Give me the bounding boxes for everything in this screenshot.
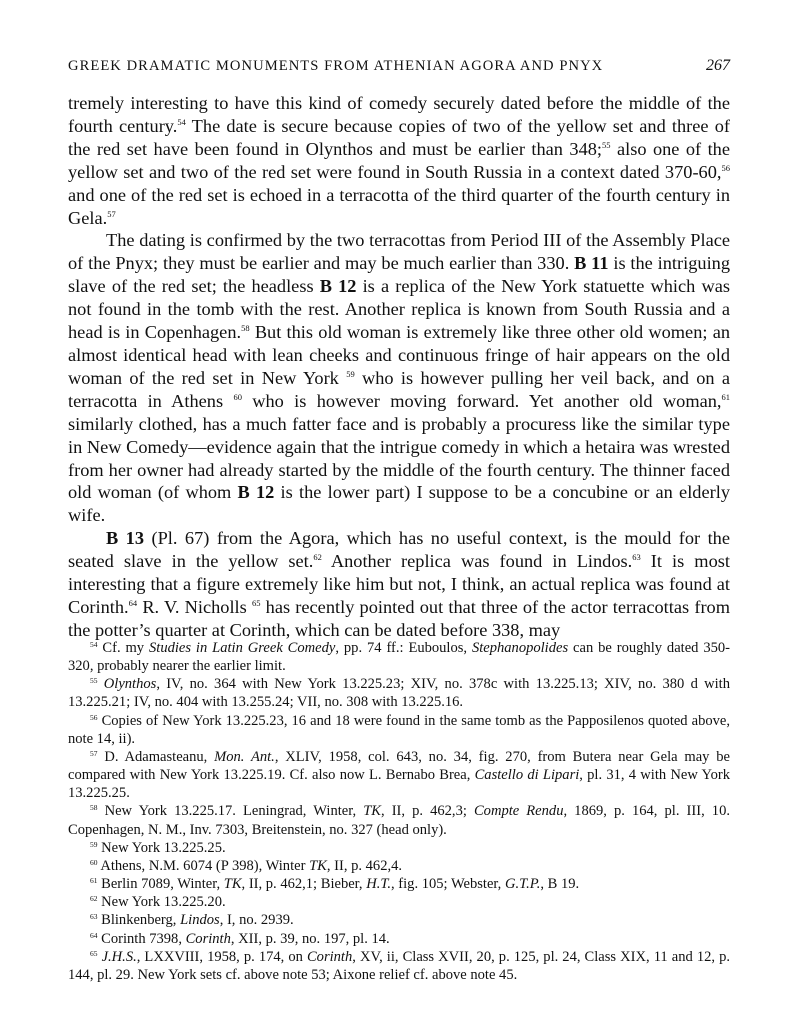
footnote <box>68 875 730 893</box>
text-run: , XII, p. 39, no. 197, pl. 14. <box>230 930 390 947</box>
text-run: (Pl. 67) from the Agora, which has no useful context, is the mould for the seated slave in the yellow set. <box>68 528 730 572</box>
italic-title: Studies in Latin Greek Comedy <box>149 640 336 656</box>
text-run: Cf. my <box>102 640 149 656</box>
text-run: has recently pointed out that three of the actor terracottas from the potter’s quarter at Corinth, which can be dated before 338, may <box>68 596 730 640</box>
footnote-ref: 63 <box>632 552 641 563</box>
catalog-number: B 13 <box>106 528 145 549</box>
italic-title: G.T.P. <box>504 876 541 893</box>
italic-title: Compte Rendu <box>473 803 564 820</box>
text-run: is the intriguing slave of the red set; the headless <box>68 253 731 297</box>
text-run: The date is secure because copies of two of the yellow set and three of the red set have been found in Olynthos and must be earlier than 348; <box>68 115 730 159</box>
footnote-number: 59 <box>90 839 98 849</box>
italic-title: Mon. Ant. <box>214 748 275 765</box>
footnote <box>68 712 730 748</box>
text-run: D. Adamasteanu, <box>104 748 215 765</box>
footnote <box>68 639 730 675</box>
footnote <box>68 857 730 875</box>
footnote-ref: 60 <box>233 391 242 402</box>
italic-title: Corinth <box>306 948 353 965</box>
footnote-number: 55 <box>90 676 98 686</box>
text-run: Another replica was found in Lindos. <box>321 551 633 572</box>
text-run: , IV, no. 364 with New York 13.225.23; XIV, no. 378c with 13.225.13; XIV, no. 380 d with 13.225.21; IV, no. 404 with 13.255.24; VII, no. 308 with 13.225.16. <box>68 676 730 711</box>
footnote-number: 57 <box>90 748 98 758</box>
text-run: But this old woman is extremely like three other old women; an almost identical head with lean cheeks and continuous fringe of hair appears on the old woman of the red set in New York <box>68 322 731 388</box>
running-header <box>68 58 730 80</box>
text-run: R. V. Nicholls <box>137 596 252 617</box>
italic-title: Stephanopolides <box>471 640 569 656</box>
text-run: New York 13.225.25. <box>101 839 226 856</box>
running-title: GREEK DRAMATIC MONUMENTS FROM ATHENIAN AGORA AND PNYX <box>68 58 604 74</box>
text-run: The dating is confirmed by the two terracottas from Period III of the Assembly Place of the Pnyx; they must be earlier and may be much earlier than 330. <box>68 230 730 274</box>
text-run: , B 19. <box>540 876 580 893</box>
footnote-ref: 57 <box>107 208 116 219</box>
paragraph <box>68 527 730 642</box>
footnote <box>68 893 730 911</box>
italic-title: Castello di Lipari <box>474 767 580 784</box>
footnote-ref: 56 <box>721 162 730 173</box>
text-run: Blinkenberg, <box>101 912 181 929</box>
text-run: , XLIV, 1958, col. 643, no. 34, fig. 270, from Butera near Gela may be compared with New York 13.225.19. Cf. also now L. Bernabo Brea, <box>68 748 731 784</box>
footnote-ref: 59 <box>346 368 355 379</box>
text-run: New York 13.225.20. <box>101 894 226 911</box>
footnote <box>68 930 730 948</box>
footnote <box>68 911 730 929</box>
text-run: tremely interesting to have this kind of comedy securely dated before the middle of the fourth century. <box>68 93 730 136</box>
text-run: , fig. 105; Webster, <box>391 876 505 893</box>
text-run: It is most interesting that a figure extremely like him but not, I think, an actual replica was found at Corinth. <box>68 551 730 617</box>
text-run: , LXXVIII, 1958, p. 174, on <box>136 948 307 965</box>
footnote <box>68 948 730 984</box>
footnote-ref: 62 <box>313 552 322 563</box>
text-run: can be roughly dated 350-320, probably nearer the earlier limit. <box>68 640 730 675</box>
text-run: Corinth 7398, <box>101 930 186 947</box>
footnote-ref: 65 <box>251 597 261 608</box>
main-text <box>68 92 730 642</box>
catalog-number: B 11 <box>574 253 609 274</box>
text-run: also one of the yellow set and two of the red set were found in South Russia in a context dated 370-60, <box>68 138 730 182</box>
text-run: who is however pulling her veil back, and on a terracotta in Athens <box>68 367 731 411</box>
paragraph <box>68 229 730 527</box>
footnote-number: 64 <box>90 930 98 940</box>
footnote-ref: 64 <box>128 597 138 608</box>
footnote-number: 62 <box>90 894 98 904</box>
text-run: who is however moving forward. Yet another old woman, <box>241 390 722 411</box>
italic-title: H.T. <box>366 876 392 893</box>
text-run: , II, p. 462,4. <box>326 857 403 874</box>
paragraph <box>68 92 730 229</box>
footnote <box>68 748 730 802</box>
text-run: , XV, ii, Class XVII, 20, p. 125, pl. 24, Class XIX, 11 and 12, p. 144, pl. 29. New York sets cf. above note 53; Aixone relief cf. above note 45. <box>68 948 730 983</box>
footnotes <box>68 639 730 984</box>
footnote-ref: 54 <box>177 116 186 127</box>
footnote-number: 61 <box>90 876 98 886</box>
text-run: Copies of New York 13.225.23, 16 and 18 were found in the same tomb as the Papposilenos quoted above, note 14, ii). <box>68 712 731 747</box>
footnote-number: 63 <box>90 912 98 922</box>
footnote-number: 65 <box>90 948 98 958</box>
footnote-number: 60 <box>90 857 98 867</box>
text-run: Athens, N.M. 6074 (P 398), Winter <box>100 857 310 874</box>
footnote-number: 58 <box>90 803 98 813</box>
footnote-ref: 58 <box>241 323 250 334</box>
text-run: , II, p. 462,3; <box>381 803 474 820</box>
catalog-number: B 12 <box>237 482 275 503</box>
footnote <box>68 675 730 711</box>
text-run: and one of the red set is echoed in a terracotta of the third quarter of the fourth century in Gela. <box>68 184 730 228</box>
text-run: similarly clothed, has a much fatter face and is probably a procuress like the similar type in New Comedy—evidence again that the intrigue comedy in which a hetaira was wrested from her owner had already started by the middle of the fourth century. The thinner faced old woman (of whom <box>68 413 730 503</box>
text-run: , 1869, p. 164, pl. III, 10. Copenhagen, N. M., Inv. 7303, Breitenstein, no. 327 (head only). <box>68 803 730 838</box>
footnote <box>68 839 730 857</box>
page-number: 267 <box>706 57 730 74</box>
text-run: New York 13.225.17. Leningrad, Winter, <box>104 803 364 820</box>
text-run: , I, no. 2939. <box>219 912 294 929</box>
text-run: Berlin 7089, Winter, <box>101 876 224 893</box>
italic-title: TK <box>223 876 242 893</box>
italic-title: Lindos <box>180 912 220 929</box>
text-run: , pp. 74 ff.: Euboulos, <box>335 640 472 656</box>
italic-title: TK <box>363 803 381 820</box>
footnote-number: 54 <box>90 640 98 649</box>
text-run: is a replica of the New York statuette which was not found in the tomb with the rest. Another replica is known from South Russia and a head is in Copenhagen. <box>68 276 731 343</box>
text-run: is the lower part) I suppose to be a concubine or an elderly wife. <box>68 482 730 526</box>
italic-title: TK <box>309 857 327 874</box>
footnote <box>68 802 730 838</box>
footnote-ref: 55 <box>602 139 611 150</box>
catalog-number: B 12 <box>319 276 357 297</box>
italic-title: J.H.S. <box>101 948 137 965</box>
text-run: , pl. 31, 4 with New York 13.225.25. <box>68 767 730 802</box>
italic-title: Olynthos <box>103 676 157 693</box>
footnote-number: 56 <box>90 712 98 722</box>
footnote-ref: 61 <box>721 391 730 402</box>
italic-title: Corinth <box>185 930 231 947</box>
text-run: , II, p. 462,1; Bieber, <box>241 876 367 893</box>
